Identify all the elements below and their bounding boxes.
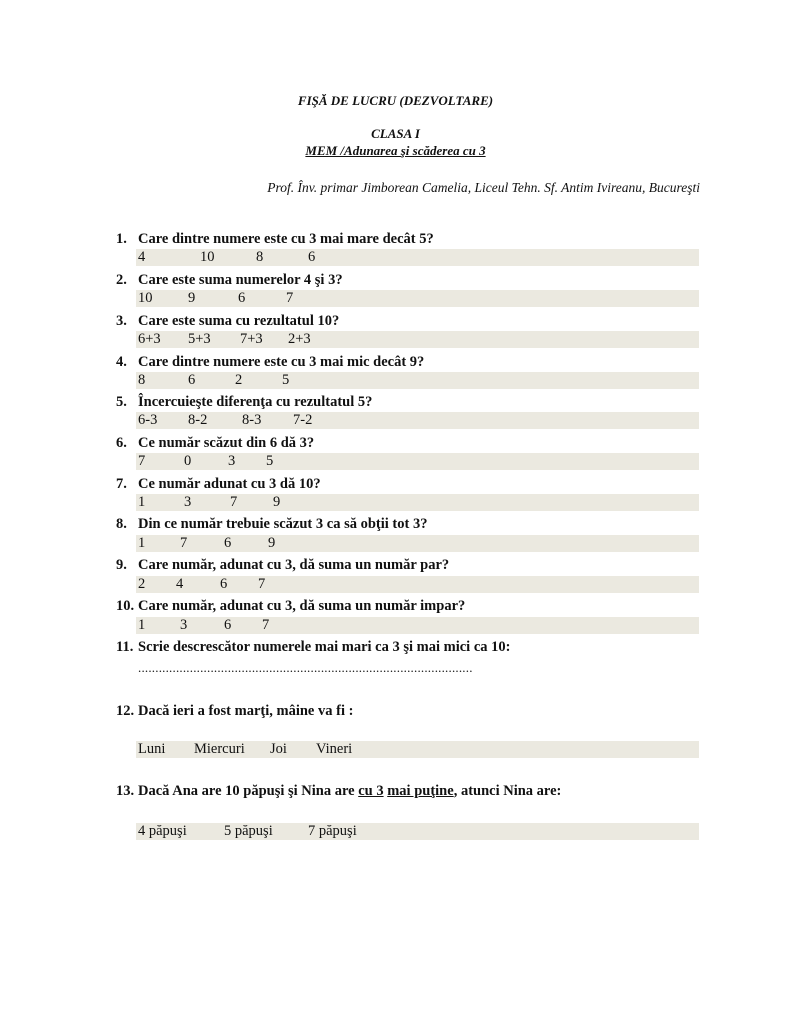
answer-row-6 — [136, 453, 699, 470]
option[interactable]: 6 — [224, 535, 232, 551]
answer-row-5 — [136, 412, 699, 429]
option[interactable]: 5 — [266, 453, 274, 469]
option[interactable]: 5+3 — [188, 331, 211, 347]
option[interactable]: 8 — [138, 372, 146, 388]
question-12: 12. Dacă ieri a fost marţi, mâine va fi : — [116, 703, 354, 719]
question-4: 4. Care dintre numere este cu 3 mai mic decât 9? — [116, 354, 425, 370]
option[interactable]: 8-3 — [242, 412, 262, 428]
option[interactable]: 7 — [180, 535, 188, 551]
option[interactable]: 5 păpuşi — [224, 823, 273, 839]
author-line: Prof. Înv. primar Jimborean Camelia, Liceul Tehn. Sf. Antim Ivireanu, Bucureşti — [267, 180, 700, 195]
option[interactable]: 0 — [184, 453, 192, 469]
worksheet-title: FIŞĂ DE LUCRU (DEZVOLTARE) — [297, 93, 494, 108]
question-7: 7. Ce număr adunat cu 3 dă 10? — [116, 476, 321, 492]
answer-row-12 — [136, 741, 699, 758]
answer-row-13 — [136, 823, 699, 840]
option[interactable]: 1 — [138, 535, 146, 551]
class-label: CLASA I — [371, 126, 420, 141]
answer-row-10 — [136, 617, 699, 634]
question-13: 13. Dacă Ana are 10 păpuşi şi Nina are cu 3 mai puţine, atunci Nina are: — [116, 783, 562, 799]
option[interactable]: 7-2 — [293, 412, 313, 428]
option[interactable]: 10 — [138, 290, 153, 306]
question-9: 9. Care număr, adunat cu 3, dă suma un număr par? — [116, 557, 450, 573]
option[interactable]: 2 — [235, 372, 243, 388]
answer-row-9 — [136, 576, 699, 593]
option[interactable]: 6 — [224, 617, 232, 633]
option[interactable]: 6+3 — [138, 331, 161, 347]
option[interactable]: 7 — [258, 576, 266, 592]
option[interactable]: 1 — [138, 617, 146, 633]
question-11: 11. Scrie descrescător numerele mai mari ca 3 şi mai mici ca 10: — [116, 639, 511, 655]
option[interactable]: 6 — [188, 372, 196, 388]
option[interactable]: Miercuri — [194, 741, 245, 757]
question-3: 3. Care este suma cu rezultatul 10? — [116, 313, 340, 329]
option[interactable]: Luni — [138, 741, 166, 757]
option[interactable]: 6-3 — [138, 412, 158, 428]
option[interactable]: 4 — [138, 249, 146, 265]
option[interactable]: 2 — [138, 576, 146, 592]
subject-label: MEM /Adunarea şi scăderea cu 3 — [305, 143, 486, 158]
question-6: 6. Ce număr scăzut din 6 dă 3? — [116, 435, 315, 451]
option[interactable]: 8 — [256, 249, 264, 265]
option[interactable]: 8-2 — [188, 412, 208, 428]
option[interactable]: 6 — [238, 290, 246, 306]
option[interactable]: Vineri — [316, 741, 353, 757]
option[interactable]: 4 — [176, 576, 184, 592]
answer-row-2 — [136, 290, 699, 307]
option[interactable]: 7 — [262, 617, 270, 633]
option[interactable]: 9 — [188, 290, 196, 306]
answer-row-4 — [136, 372, 699, 389]
option[interactable]: 3 — [228, 453, 236, 469]
answer-row-7 — [136, 494, 699, 511]
option[interactable]: Joi — [270, 741, 287, 757]
option[interactable]: 3 — [184, 494, 192, 510]
option[interactable]: 1 — [138, 494, 146, 510]
option[interactable]: 2+3 — [288, 331, 311, 347]
option[interactable]: 7 — [286, 290, 294, 306]
option[interactable]: 3 — [180, 617, 188, 633]
option[interactable]: 9 — [268, 535, 276, 551]
question-1: 1. Care dintre numere este cu 3 mai mare decât 5? — [116, 231, 434, 247]
option[interactable]: 10 — [200, 249, 215, 265]
answer-line[interactable]: ................................................................................................. — [138, 660, 473, 675]
option[interactable]: 7 păpuşi — [308, 823, 357, 839]
option[interactable]: 5 — [282, 372, 290, 388]
answer-row-3 — [136, 331, 699, 348]
option[interactable]: 6 — [220, 576, 228, 592]
option[interactable]: 4 păpuşi — [138, 823, 187, 839]
option[interactable]: 9 — [273, 494, 281, 510]
answer-row-8 — [136, 535, 699, 552]
option[interactable]: 7 — [138, 453, 146, 469]
question-2: 2. Care este suma numerelor 4 şi 3? — [116, 272, 343, 288]
option[interactable]: 7+3 — [240, 331, 263, 347]
option[interactable]: 7 — [230, 494, 238, 510]
answer-row-1 — [136, 249, 699, 266]
option[interactable]: 6 — [308, 249, 316, 265]
question-8: 8. Din ce număr trebuie scăzut 3 ca să obţii tot 3? — [116, 516, 428, 532]
question-5: 5. Încercuieşte diferenţa cu rezultatul 5? — [116, 394, 373, 410]
question-10: 10. Care număr, adunat cu 3, dă suma un număr impar? — [116, 598, 466, 614]
